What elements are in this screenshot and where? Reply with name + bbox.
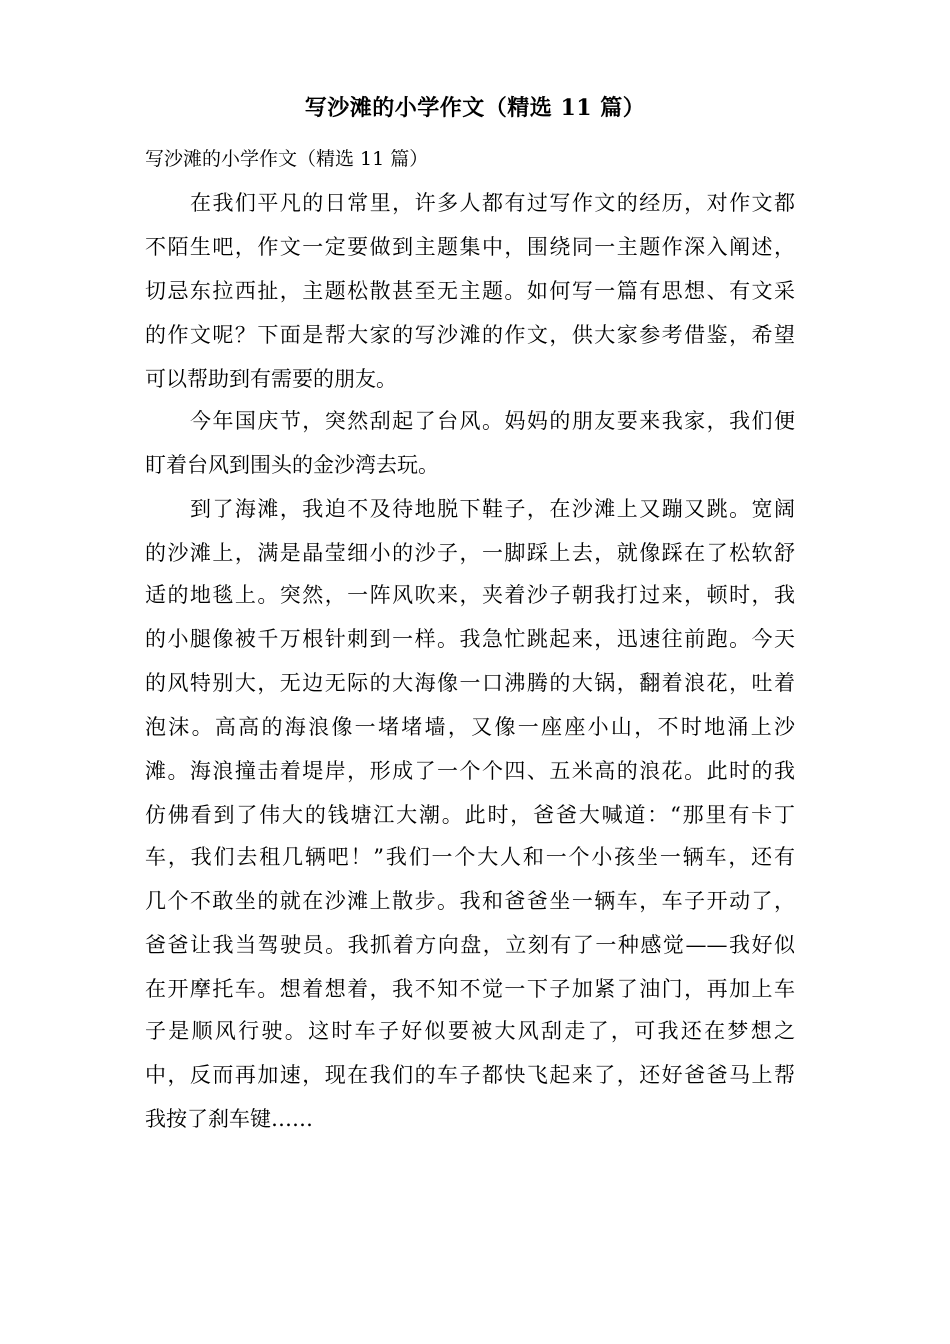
- paragraph-line: 今年国庆节，突然刮起了台风。妈妈的朋友要来我家，我们便: [190, 409, 795, 433]
- paragraph-line: 子是顺风行驶。这时车子好似要被大风刮走了，可我还在梦想之: [145, 1019, 795, 1043]
- paragraph-line: 在开摩托车。想着想着，我不知不觉一下子加紧了油门，再加上车: [145, 977, 795, 1001]
- paragraph-line: 可以帮助到有需要的朋友。: [145, 367, 397, 391]
- paragraph-line: 切忌东拉西扯，主题松散甚至无主题。如何写一篇有思想、有文采: [145, 279, 795, 303]
- paragraph-line: 在我们平凡的日常里，许多人都有过写作文的经历，对作文都: [190, 191, 795, 215]
- paragraph-line: 适的地毯上。突然，一阵风吹来，夹着沙子朝我打过来，顿时，我: [145, 583, 795, 607]
- paragraph-line: 的风特别大，无边无际的大海像一口沸腾的大锅，翻着浪花，吐着: [145, 671, 795, 695]
- paragraph-line: 我按了刹车键……: [145, 1107, 313, 1131]
- document-title: 写沙滩的小学作文（精选 11 篇）: [304, 95, 646, 121]
- paragraph-line: 中，反而再加速，现在我们的车子都快飞起来了，还好爸爸马上帮: [145, 1063, 795, 1087]
- paragraph-line: 到了海滩，我迫不及待地脱下鞋子，在沙滩上又蹦又跳。宽阔: [190, 497, 795, 521]
- paragraph-line: 泡沫。高高的海浪像一堵堵墙，又像一座座小山，不时地涌上沙: [145, 715, 795, 739]
- paragraph-line: 爸爸让我当驾驶员。我抓着方向盘，立刻有了一种感觉——我好似: [145, 933, 795, 957]
- paragraph-line: 车，我们去租几辆吧！”我们一个大人和一个小孩坐一辆车，还有: [145, 845, 795, 869]
- paragraph-line: 不陌生吧，作文一定要做到主题集中，围绕同一主题作深入阐述，: [145, 235, 795, 259]
- document-subtitle: 写沙滩的小学作文（精选 11 篇）: [145, 148, 429, 170]
- paragraph-line: 盯着台风到围头的金沙湾去玩。: [145, 453, 439, 477]
- paragraph-line: 滩。海浪撞击着堤岸，形成了一个个四、五米高的浪花。此时的我: [145, 759, 795, 783]
- paragraph-line: 的小腿像被千万根针刺到一样。我急忙跳起来，迅速往前跑。今天: [145, 627, 795, 651]
- paragraph-line: 的沙滩上，满是晶莹细小的沙子，一脚踩上去，就像踩在了松软舒: [145, 541, 795, 565]
- paragraph-line: 的作文呢？下面是帮大家的写沙滩的作文，供大家参考借鉴，希望: [145, 323, 795, 347]
- paragraph-line: 仿佛看到了伟大的钱塘江大潮。此时，爸爸大喊道：“那里有卡丁: [145, 803, 795, 827]
- paragraph-line: 几个不敢坐的就在沙滩上散步。我和爸爸坐一辆车，车子开动了，: [145, 889, 795, 913]
